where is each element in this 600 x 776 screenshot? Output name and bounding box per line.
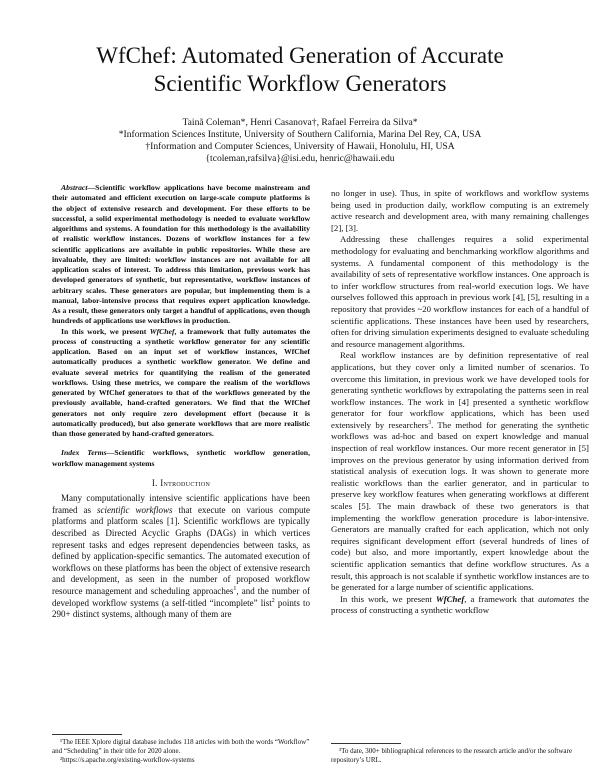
intro-text-1a: Many computationally intensive scientific applications have been framed as [52, 493, 310, 515]
footnote-3: ³To date, 300+ bibliographical references to the research article and/or the software repository’s URL. [331, 747, 572, 764]
intro-text-3b: . The method for generating the synthetic workflows was ad-hoc and based on expert knowledge and manual inspection of real workflow instances. Our more recent generator in [5] improves on the previous generator by using information derived from statistical analysis of execution logs. It was shown to generate more realistic workflows than the earlier generator, and in particular to preserve key workflow features when generating workflows at different scales [5]. The main drawback of these two generators is that implementing the workflow generation procedure is labor-intensive. Generators are manually crafted for each application, which not only requires significant development effort (several hundreds of lines of code) but also, and more importantly, expert knowledge about the scientific application semantics that define workflow structures. As a result, this approach is not scalable if synthetic workflow instances are to be generated for a large number of scientific applications. [331, 419, 589, 593]
abstract-text-2b: , a framework that fully automates the process of constructing a synthetic workflow generator for any scientific application. Based on an input set of workflow instances, WfChef automatically produces a synthetic workflow generator. We define and evaluate several metrics for quantifying the realism of the generated workflows. Using these metrics, we compare the realism of the workflows generated by WfChef generators to that of the workflows generated by the previously available, hand-crafted generators. We find that the WfChef generators not only require zero development effort (because it is automatically produced), but also generate workflows that are more realistic than those generated by hand-crafted generators. [52, 326, 310, 438]
section-heading-introduction: I. Introduction [151, 477, 211, 488]
title-line-2: Scientific Workflow Generators [153, 71, 447, 96]
intro-text-4b: , a framework that [464, 593, 539, 604]
footnote-1: ¹The IEEE Xplore digital database includes 118 articles with both the words “Workflow” and “Scheduling” in their title for 2020 alone. [52, 738, 310, 755]
footnote-2: ²https://s.apache.org/existing-workflow-systems [60, 756, 195, 764]
automates-emphasis: automates [538, 593, 575, 604]
paper-title [40, 42, 560, 98]
intro-text-3a: Real workflow instances are by definition representative of real applications, but they cover only a limited number of scenarios. To overcome this limitation, in previous work we have developed tools for generating synthetic workflows by extrapolating the patterns seen in real workflow instances. The work in [4] presented a synthetic workflow generator for four workflow applications, which has been used extensively by researchers [331, 350, 589, 430]
author-block [40, 117, 560, 165]
footnote-mark-3: 3 [428, 419, 432, 426]
abstract-text-2a: In this work, we present [61, 326, 150, 336]
index-terms [52, 448, 310, 469]
intro-text-1b: that execute on various compute platforms and platform scales [1]. Scientific workflows are typically described as Directed Acyclic Graphs (DAGs) in which vertices represent tasks and edges represent dependencies between tasks, as defined by application-specific semantics. The automated execution of workflows on these platforms has been the object of extensive research and development, as seen in the number of proposed workflow resource management and scheduling approaches [52, 504, 311, 596]
footnotes-left [52, 738, 310, 765]
wfchef-emphasis-2: WfChef [435, 593, 465, 604]
intro-text-4c: the process of constructing a synthetic workflow [331, 593, 589, 616]
index-terms-lead: Index Terms [61, 448, 107, 458]
intro-text-4a: In this work, we present [340, 593, 436, 604]
index-terms-text: —Scientific workflows, synthetic workflow generation, workflow management systems [52, 448, 310, 468]
wfchef-emphasis: WfChef [149, 326, 175, 336]
intro-text-1d: points to 290+ distinct systems, although many of them are [52, 597, 310, 620]
footnote-rule-left [52, 734, 122, 735]
abstract-text-1: —Scientific workflow applications have become mainstream and their automated and efficient execution on large-scale compute platforms is the object of extensive research and development. For these efforts to be successful, a solid experimental methodology is needed to evaluate workflow algorithms and systems. A foundation for this methodology is the availability of realistic workflow instances. Dozens of workflow instances for a few scientific applications are available in public repositories. While these are invaluable, they are limited: workflow instances are not available for all application scales of interest. To address this limitation, previous work has developed generators of synthetic, but representative, workflow instances of arbitrary scales. These generators are popular, but implementing them is a manual, labor-intensive process that requires expert application knowledge. As a result, these generators only target a handful of applications, even though hundreds of applications use workflows in production. [52, 183, 310, 326]
author-names: Tainã Coleman*, Henri Casanova†, Rafael Ferreira da Silva* [182, 117, 418, 128]
abstract-paragraph-2 [52, 327, 310, 440]
footnote-mark-1: 1 [233, 585, 237, 592]
intro-text-1c: , and the number of developed workflow systems (a self-titled “incomplete” list [52, 585, 310, 608]
intro-emphasis: scientific workflows [97, 504, 173, 515]
author-emails: {tcoleman,rafsilva}@isi.edu, henric@hawaii.edu [205, 153, 395, 164]
footnotes-right [331, 747, 589, 765]
left-column [52, 183, 310, 621]
abstract-paragraph-1 [52, 183, 310, 327]
affiliation-2: †Information and Computer Sciences, University of Hawaii, Honolulu, HI, USA [145, 141, 455, 152]
footnote-mark-2: 2 [271, 597, 275, 604]
intro-paragraph-3 [331, 350, 589, 593]
intro-paragraph-2: Addressing these challenges requires a solid experimental methodology for evaluating and benchmarking workflow algorithms and systems. A fundamental component of this methodology is the availability of sets of representative workflow instances. One approach is to infer workflow structures from real-world execution logs. We have ourselves followed this approach in previous work [4], [5], resulting in a repository that provides ~20 workflow instances for each of a handful of scientific applications. These instances have been used by researchers, often for driving simulation experiments designed to evaluate scheduling and resource management algorithms. [331, 234, 589, 349]
right-column [331, 188, 589, 617]
intro-paragraph-continued: no longer in use). Thus, in spite of workflows and workflow systems being used in production daily, workflow computing is an extremely active research and development area, with many remaining challenges [2], [3]. [331, 188, 589, 233]
footnote-rule-right [331, 743, 401, 744]
intro-paragraph-4 [331, 594, 589, 617]
intro-paragraph-1 [52, 493, 310, 621]
affiliation-1: *Information Sciences Institute, University of Southern California, Marina Del Rey, CA, USA [118, 129, 482, 140]
title-line-1: WfChef: Automated Generation of Accurate [96, 43, 504, 68]
introduction-left [52, 493, 310, 621]
abstract-lead: Abstract [61, 183, 88, 192]
abstract [52, 183, 310, 439]
